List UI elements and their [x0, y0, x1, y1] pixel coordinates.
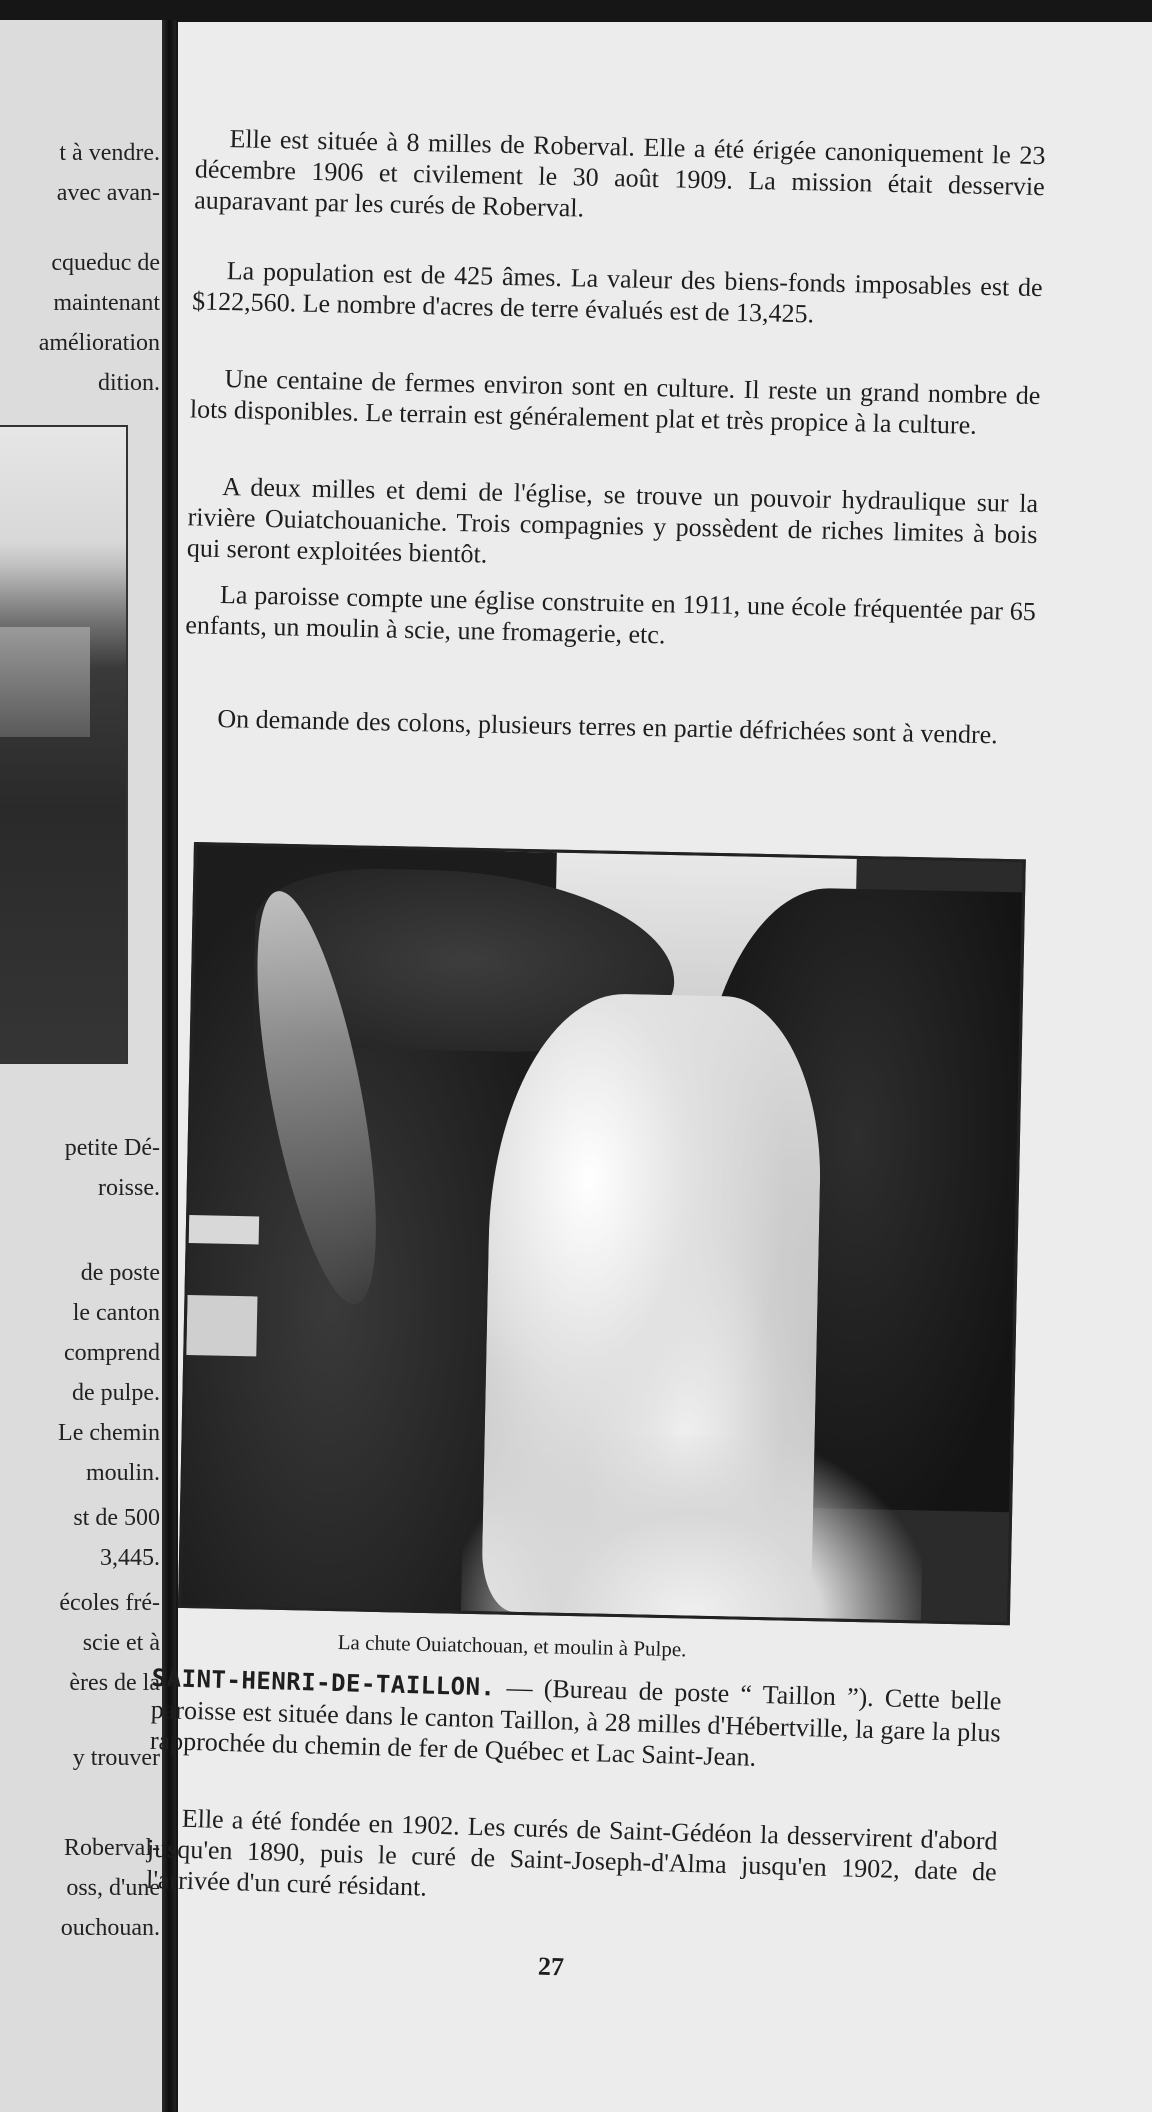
left-line: amélioration — [38, 330, 160, 356]
paragraph: On demande des colons, plusieurs terres en partie défrichées sont à vendre. — [217, 703, 999, 750]
building-image — [0, 627, 90, 737]
section-intro — [150, 1662, 1002, 1780]
left-line: moulin. — [85, 1460, 160, 1486]
book-spine — [162, 20, 176, 2112]
left-line: de pulpe. — [72, 1380, 160, 1406]
paragraph: Une centaine de fermes environ sont en culture. Il reste un grand nombre de lots disponibles. Le terrain est généralement plat et très propice à la culture. — [189, 364, 1041, 440]
left-line: de poste — [80, 1260, 160, 1286]
figure-caption: La chute Ouiatchouan, et moulin à Pulpe. — [337, 1630, 687, 1662]
left-line: dition. — [97, 370, 160, 396]
left-line: ouchouan. — [60, 1915, 160, 1941]
photo-mist — [461, 1431, 925, 1621]
left-line: avec avan- — [56, 180, 160, 206]
left-line: scie et à — [82, 1630, 160, 1656]
section-heading: SAINT-HENRI-DE-TAILLON. — [151, 1663, 496, 1702]
left-line: Roberval- — [64, 1835, 160, 1861]
page-number: 27 — [537, 1951, 565, 1982]
left-facing-page — [0, 20, 168, 2112]
paragraph: Elle a été fondée en 1902. Les curés de Saint-Gédéon la desservirent d'abord jusqu'en 1890, puis le curé de Saint-Joseph-d'Alma jusqu'en 1902, date de l'arrivée d'un curé résidant. — [145, 1803, 998, 1902]
left-page-photo — [0, 425, 128, 1064]
left-line: 3,445. — [100, 1545, 160, 1571]
left-line: le canton — [72, 1300, 160, 1326]
paragraph: La population est de 425 âmes. La valeur des biens-fonds imposables est de $122,560. Le nombre d'acres de terre évalués est de 13,425. — [191, 256, 1043, 329]
top-text-block — [178, 22, 1152, 750]
left-line: ères de la — [69, 1670, 160, 1696]
left-line: maintenant — [53, 290, 160, 316]
photo-board — [189, 1215, 260, 1244]
left-line: oss, d'une — [66, 1875, 160, 1901]
page-27 — [145, 22, 1152, 2112]
section-intro-text: — (Bureau de poste “ Taillon ”). Cette belle paroisse est située dans le canton Taillon, à 28 milles d'Hébertville, la gare la plus rapprochée du chemin de fer de Québec et Lac Saint-Jean. — [149, 1672, 1002, 1772]
photo-board — [186, 1295, 257, 1356]
left-line: Le chemin — [58, 1420, 160, 1446]
left-line: st de 500 — [73, 1505, 160, 1531]
left-line: écoles fré- — [59, 1590, 160, 1616]
left-line: petite Dé- — [64, 1135, 160, 1161]
waterfall-photo — [178, 842, 1026, 1625]
paragraph: A deux milles et demi de l'église, se trouve un pouvoir hydraulique sur la rivière Ouiatchouaniche. Trois compagnies y possèdent de riches limites à bois qui seront exploitées bientôt. — [186, 472, 1039, 569]
left-line: cqueduc de — [51, 250, 160, 276]
left-line: y trouver — [72, 1745, 160, 1771]
paragraph: Elle est située à 8 milles de Roberval. Elle a été érigée canoniquement le 23 décembre 1906 et civilement le 30 août 1909. La mission était desservie auparavant par les curés de Roberval. — [193, 124, 1046, 223]
left-line: t à vendre. — [59, 140, 160, 166]
left-line: comprend — [64, 1340, 160, 1366]
paragraph: La paroisse compte une église construite en 1911, une école fréquentée par 65 enfants, un moulin à scie, une fromagerie, etc. — [185, 580, 1037, 650]
left-line: roisse. — [98, 1175, 160, 1201]
